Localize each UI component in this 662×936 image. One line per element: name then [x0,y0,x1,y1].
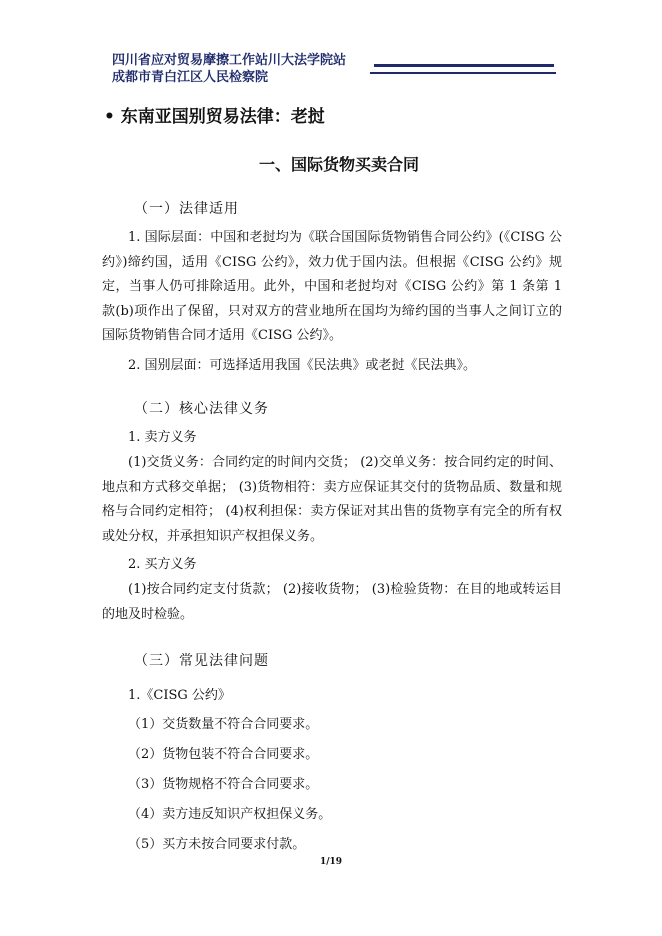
page-header [112,52,562,86]
paragraph-seller-obligations: (1)交货义务：合同约定的时间内交货； (2)交单义务：按合同约定的时间、地点和方式移交单据； (3)货物相符：卖方应保证其交付的货物品质、数量和规格与合同约定相符； (4)权利担保：卖方保证对其出售的货物享有完全的所有权或处分权，并承担知识产权担保义务。 [102,455,562,544]
subsection-heading-applicable-law: （一）法律适用 [134,201,239,217]
list-item: （4）卖方违反知识产权担保义务。 [128,807,332,822]
list-item: （3）货物规格不符合合同要求。 [128,777,319,792]
paragraph-international-level: 1. 国际层面：中国和老挝均为《联合国国际货物销售合同公约》(《CISG 公约》)缔约国，适用《CISG 公约》，效力优于国内法。但根据《CISG 公约》规定，当事人仍可排除适用。此外，中国和老挝均对《CISG 公约》第 1 条第 1 款(b)项作出了保留，只对双方的营业地所在国均为缔约国的当事人之间订立的国际货物销售合同才适用《CISG 公约》。 [102,230,562,343]
subsection-heading-core-obligations: （二）核心法律义务 [134,401,269,417]
header-org-line1: 四川省应对贸易摩擦工作站川大法学院站 [112,53,347,68]
label-seller-obligations: 1. 卖方义务 [128,430,197,445]
list-item: （1）交货数量不符合合同要求。 [128,717,319,732]
subsection-heading-common-issues: （三）常见法律问题 [134,653,269,669]
header-rule-thin [370,72,556,74]
label-buyer-obligations: 2. 买方义务 [128,557,197,572]
page-number: 1/19 [319,857,343,867]
paragraph-national-level: 2. 国别层面：可选择适用我国《民法典》或老挝《民法典》。 [128,358,477,373]
list-item: （2）货物包装不符合合同要求。 [128,747,319,762]
header-org-line2: 成都市青白江区人民检察院 [112,70,269,85]
document-title: • 东南亚国别贸易法律：老挝 [104,107,325,127]
paragraph-buyer-obligations: (1)按合同约定支付货款； (2)接收货物； (3)检验货物：在目的地或转运目的地及时检验。 [102,582,562,622]
header-rule-thick [374,64,554,67]
list-item: （5）买方未按合同要求付款。 [128,837,306,852]
label-cisg: 1.《CISG 公约》 [128,688,231,703]
section-title: 一、国际货物买卖合同 [258,155,419,174]
